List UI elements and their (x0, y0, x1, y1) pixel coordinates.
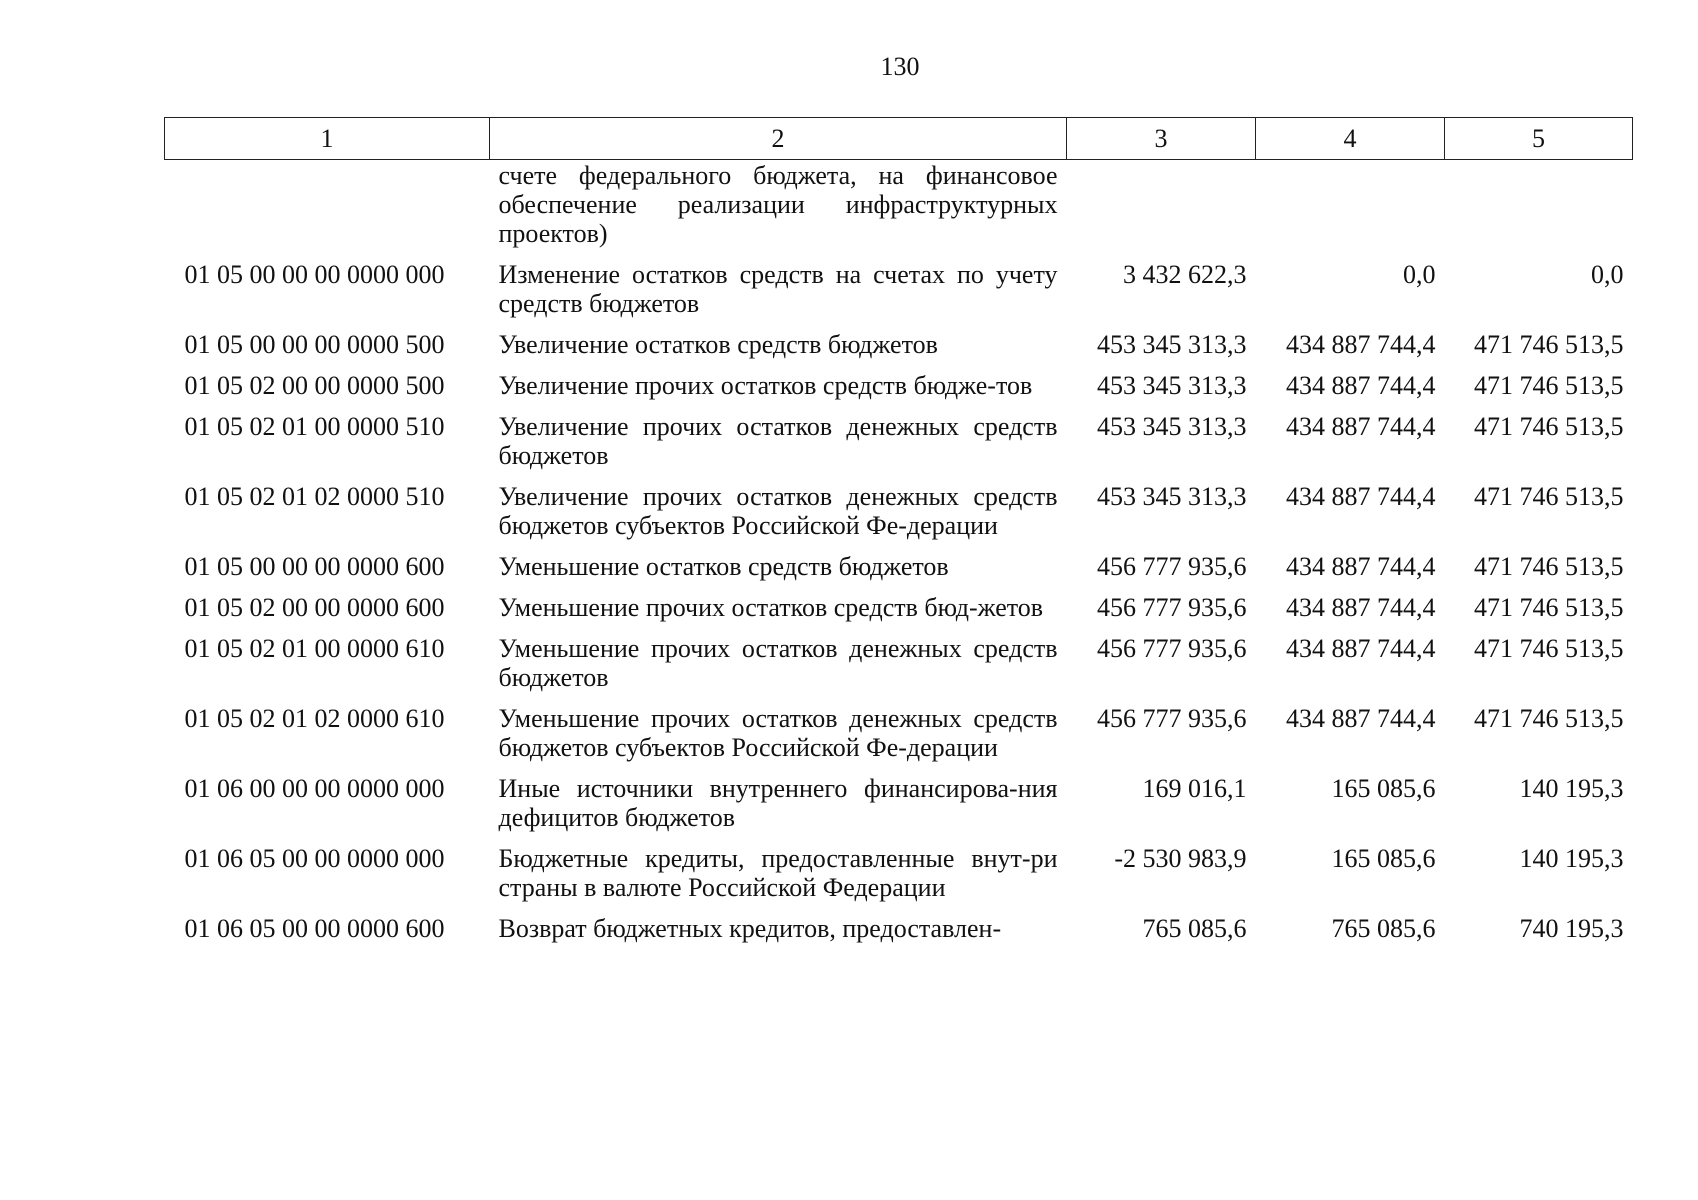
row-value-col5: 140 195,3 (1519, 844, 1624, 873)
row-name: Увеличение прочих остатков средств бюдже-тов (498, 371, 1033, 400)
row-value-col3: 453 345 313,3 (1097, 412, 1247, 441)
row-code (165, 160, 490, 255)
row-value-col3: 456 777 935,6 (1097, 552, 1247, 581)
row-code: 01 05 02 01 00 0000 510 (184, 412, 445, 441)
table-row (165, 365, 1633, 406)
table-row (165, 406, 1633, 476)
row-value-col4: 165 085,6 (1331, 774, 1436, 803)
row-value-col3: 456 777 935,6 (1097, 704, 1247, 733)
budget-sources-table (164, 117, 1633, 949)
row-value-col5: 471 746 513,5 (1474, 412, 1624, 441)
row-value-col5: 0,0 (1591, 260, 1624, 289)
row-value-col5: 471 746 513,5 (1474, 634, 1624, 663)
row-code: 01 06 05 00 00 0000 000 (184, 844, 445, 873)
row-value-col5: 471 746 513,5 (1474, 482, 1624, 511)
table-row (165, 908, 1633, 949)
table-row (165, 628, 1633, 698)
row-value-col3: 456 777 935,6 (1097, 634, 1247, 663)
table-row (165, 698, 1633, 768)
column-header-3: 3 (1067, 118, 1256, 160)
row-value-col4: 434 887 744,4 (1286, 330, 1436, 359)
row-code: 01 05 00 00 00 0000 600 (184, 552, 445, 581)
row-value-col4 (1256, 160, 1445, 255)
row-value-col4: 434 887 744,4 (1286, 482, 1436, 511)
row-value-col4: 434 887 744,4 (1286, 593, 1436, 622)
row-value-col4: 0,0 (1403, 260, 1436, 289)
row-value-col4: 434 887 744,4 (1286, 552, 1436, 581)
row-value-col4: 434 887 744,4 (1286, 634, 1436, 663)
table-row (165, 254, 1633, 324)
column-header-2: 2 (490, 118, 1067, 160)
row-name: Увеличение остатков средств бюджетов (498, 330, 938, 359)
row-name: Уменьшение остатков средств бюджетов (498, 552, 949, 581)
row-value-col3: 456 777 935,6 (1097, 593, 1247, 622)
table-row (165, 838, 1633, 908)
row-name: Иные источники внутреннего финансирова-ния дефицитов бюджетов (498, 774, 1058, 832)
table-row (165, 587, 1633, 628)
table-row (165, 324, 1633, 365)
row-value-col4: 165 085,6 (1331, 844, 1436, 873)
table-row (165, 160, 1633, 255)
table-header-row (165, 118, 1633, 160)
row-value-col4: 765 085,6 (1331, 914, 1436, 943)
row-code: 01 06 00 00 00 0000 000 (184, 774, 445, 803)
row-name: Уменьшение прочих остатков средств бюд-жетов (498, 593, 1044, 622)
row-value-col5: 471 746 513,5 (1474, 552, 1624, 581)
table-row (165, 768, 1633, 838)
row-value-col5: 471 746 513,5 (1474, 704, 1624, 733)
row-value-col4: 434 887 744,4 (1286, 412, 1436, 441)
row-value-col3: 3 432 622,3 (1123, 260, 1247, 289)
table-row (165, 476, 1633, 546)
row-code: 01 05 02 00 00 0000 600 (184, 593, 445, 622)
row-value-col3: 169 016,1 (1142, 774, 1247, 803)
row-value-col4: 434 887 744,4 (1286, 704, 1436, 733)
row-code: 01 06 05 00 00 0000 600 (184, 914, 445, 943)
row-value-col3: 453 345 313,3 (1097, 482, 1247, 511)
row-code: 01 05 02 00 00 0000 500 (184, 371, 445, 400)
row-name: Увеличение прочих остатков денежных средств бюджетов субъектов Российской Фе-дерации (498, 482, 1058, 540)
row-code: 01 05 00 00 00 0000 000 (184, 260, 445, 289)
row-value-col5: 471 746 513,5 (1474, 330, 1624, 359)
row-name: Уменьшение прочих остатков денежных средств бюджетов субъектов Российской Фе-дерации (498, 704, 1058, 762)
table-row (165, 546, 1633, 587)
row-value-col3: -2 530 983,9 (1114, 844, 1247, 873)
row-value-col5: 471 746 513,5 (1474, 371, 1624, 400)
column-header-1: 1 (165, 118, 490, 160)
row-value-col5: 740 195,3 (1519, 914, 1624, 943)
row-value-col5: 140 195,3 (1519, 774, 1624, 803)
row-value-col3: 453 345 313,3 (1097, 371, 1247, 400)
row-code: 01 05 02 01 02 0000 610 (184, 704, 445, 733)
row-code: 01 05 00 00 00 0000 500 (184, 330, 445, 359)
row-code: 01 05 02 01 00 0000 610 (184, 634, 445, 663)
row-value-col5 (1445, 160, 1633, 255)
column-header-4: 4 (1256, 118, 1445, 160)
row-name: Изменение остатков средств на счетах по учету средств бюджетов (498, 260, 1058, 318)
table-header (165, 118, 1633, 160)
row-name: Бюджетные кредиты, предоставленные внут-ри страны в валюте Российской Федерации (498, 844, 1058, 902)
row-value-col3: 453 345 313,3 (1097, 330, 1247, 359)
row-name: Возврат бюджетных кредитов, предоставлен- (498, 914, 1002, 943)
row-name: Увеличение прочих остатков денежных средств бюджетов (498, 412, 1058, 470)
row-name: Уменьшение прочих остатков денежных средств бюджетов (498, 634, 1058, 692)
row-value-col3: 765 085,6 (1142, 914, 1247, 943)
row-name: счете федерального бюджета, на финансовое обеспечение реализации инфраструктурных проектов) (498, 161, 1058, 248)
column-header-5: 5 (1445, 118, 1633, 160)
row-value-col3 (1067, 160, 1256, 255)
table-body (165, 160, 1633, 950)
row-value-col5: 471 746 513,5 (1474, 593, 1624, 622)
page-number: 130 (880, 52, 920, 81)
row-value-col4: 434 887 744,4 (1286, 371, 1436, 400)
row-code: 01 05 02 01 02 0000 510 (184, 482, 445, 511)
